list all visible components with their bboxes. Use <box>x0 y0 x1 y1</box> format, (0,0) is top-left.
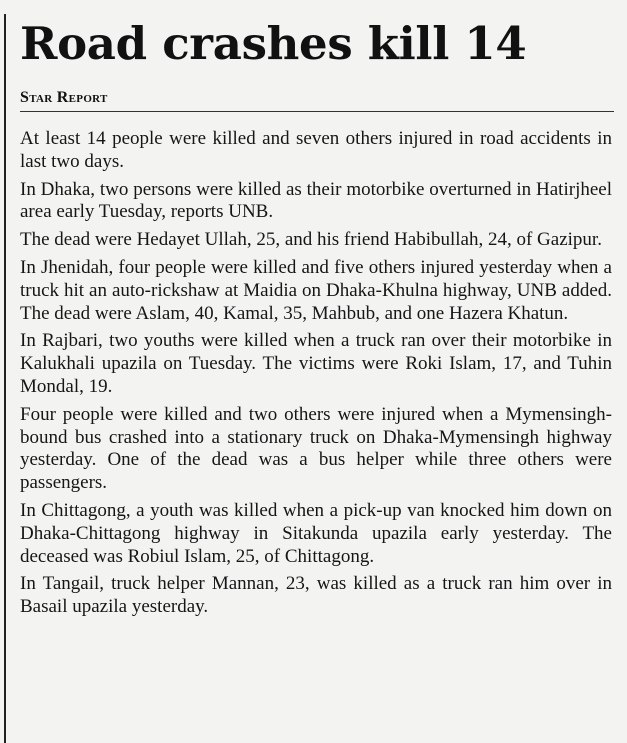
paragraph: In Chittagong, a youth was killed when a pick-up van knocked him down on Dhaka-Chittagong highway in Sitakunda upazila early yesterday. The deceased was Robiul Islam, 25, of Chittagong. <box>20 499 612 567</box>
paragraph: In Jhenidah, four people were killed and five others injured yesterday when a truck hit an auto-rickshaw at Maidia on Dhaka-Khulna highway, UNB added. The dead were Aslam, 40, Kamal, 35, Mahbub, and one Hazera Khatun. <box>20 256 612 324</box>
paragraph: In Dhaka, two persons were killed as their motorbike overturned in Hatirjheel area early Tuesday, reports UNB. <box>20 178 612 223</box>
byline-divider <box>20 111 614 112</box>
paragraph: At least 14 people were killed and seven others injured in road accidents in last two days. <box>20 128 612 172</box>
paragraph: Four people were killed and two others were injured when a Mymensingh-bound bus crashed into a stationary truck on Dhaka-Mymensingh highway yesterday. One of the dead was a bus helper while three others were passengers. <box>20 403 612 494</box>
column-rule <box>4 14 6 743</box>
headline: Road crashes kill 14 <box>20 17 527 70</box>
byline: Star Report <box>20 89 108 106</box>
paragraph: In Rajbari, two youths were killed when a truck ran over their motorbike in Kalukhali upazila on Tuesday. The victims were Roki Islam, 17, and Tuhin Mondal, 19. <box>20 330 612 397</box>
paragraph: In Tangail, truck helper Mannan, 23, was killed as a truck ran him over in Basail upazila yesterday. <box>20 573 612 618</box>
article-body <box>20 128 612 624</box>
paragraph: The dead were Hedayet Ullah, 25, and his friend Habibullah, 24, of Gazipur. <box>20 229 602 251</box>
